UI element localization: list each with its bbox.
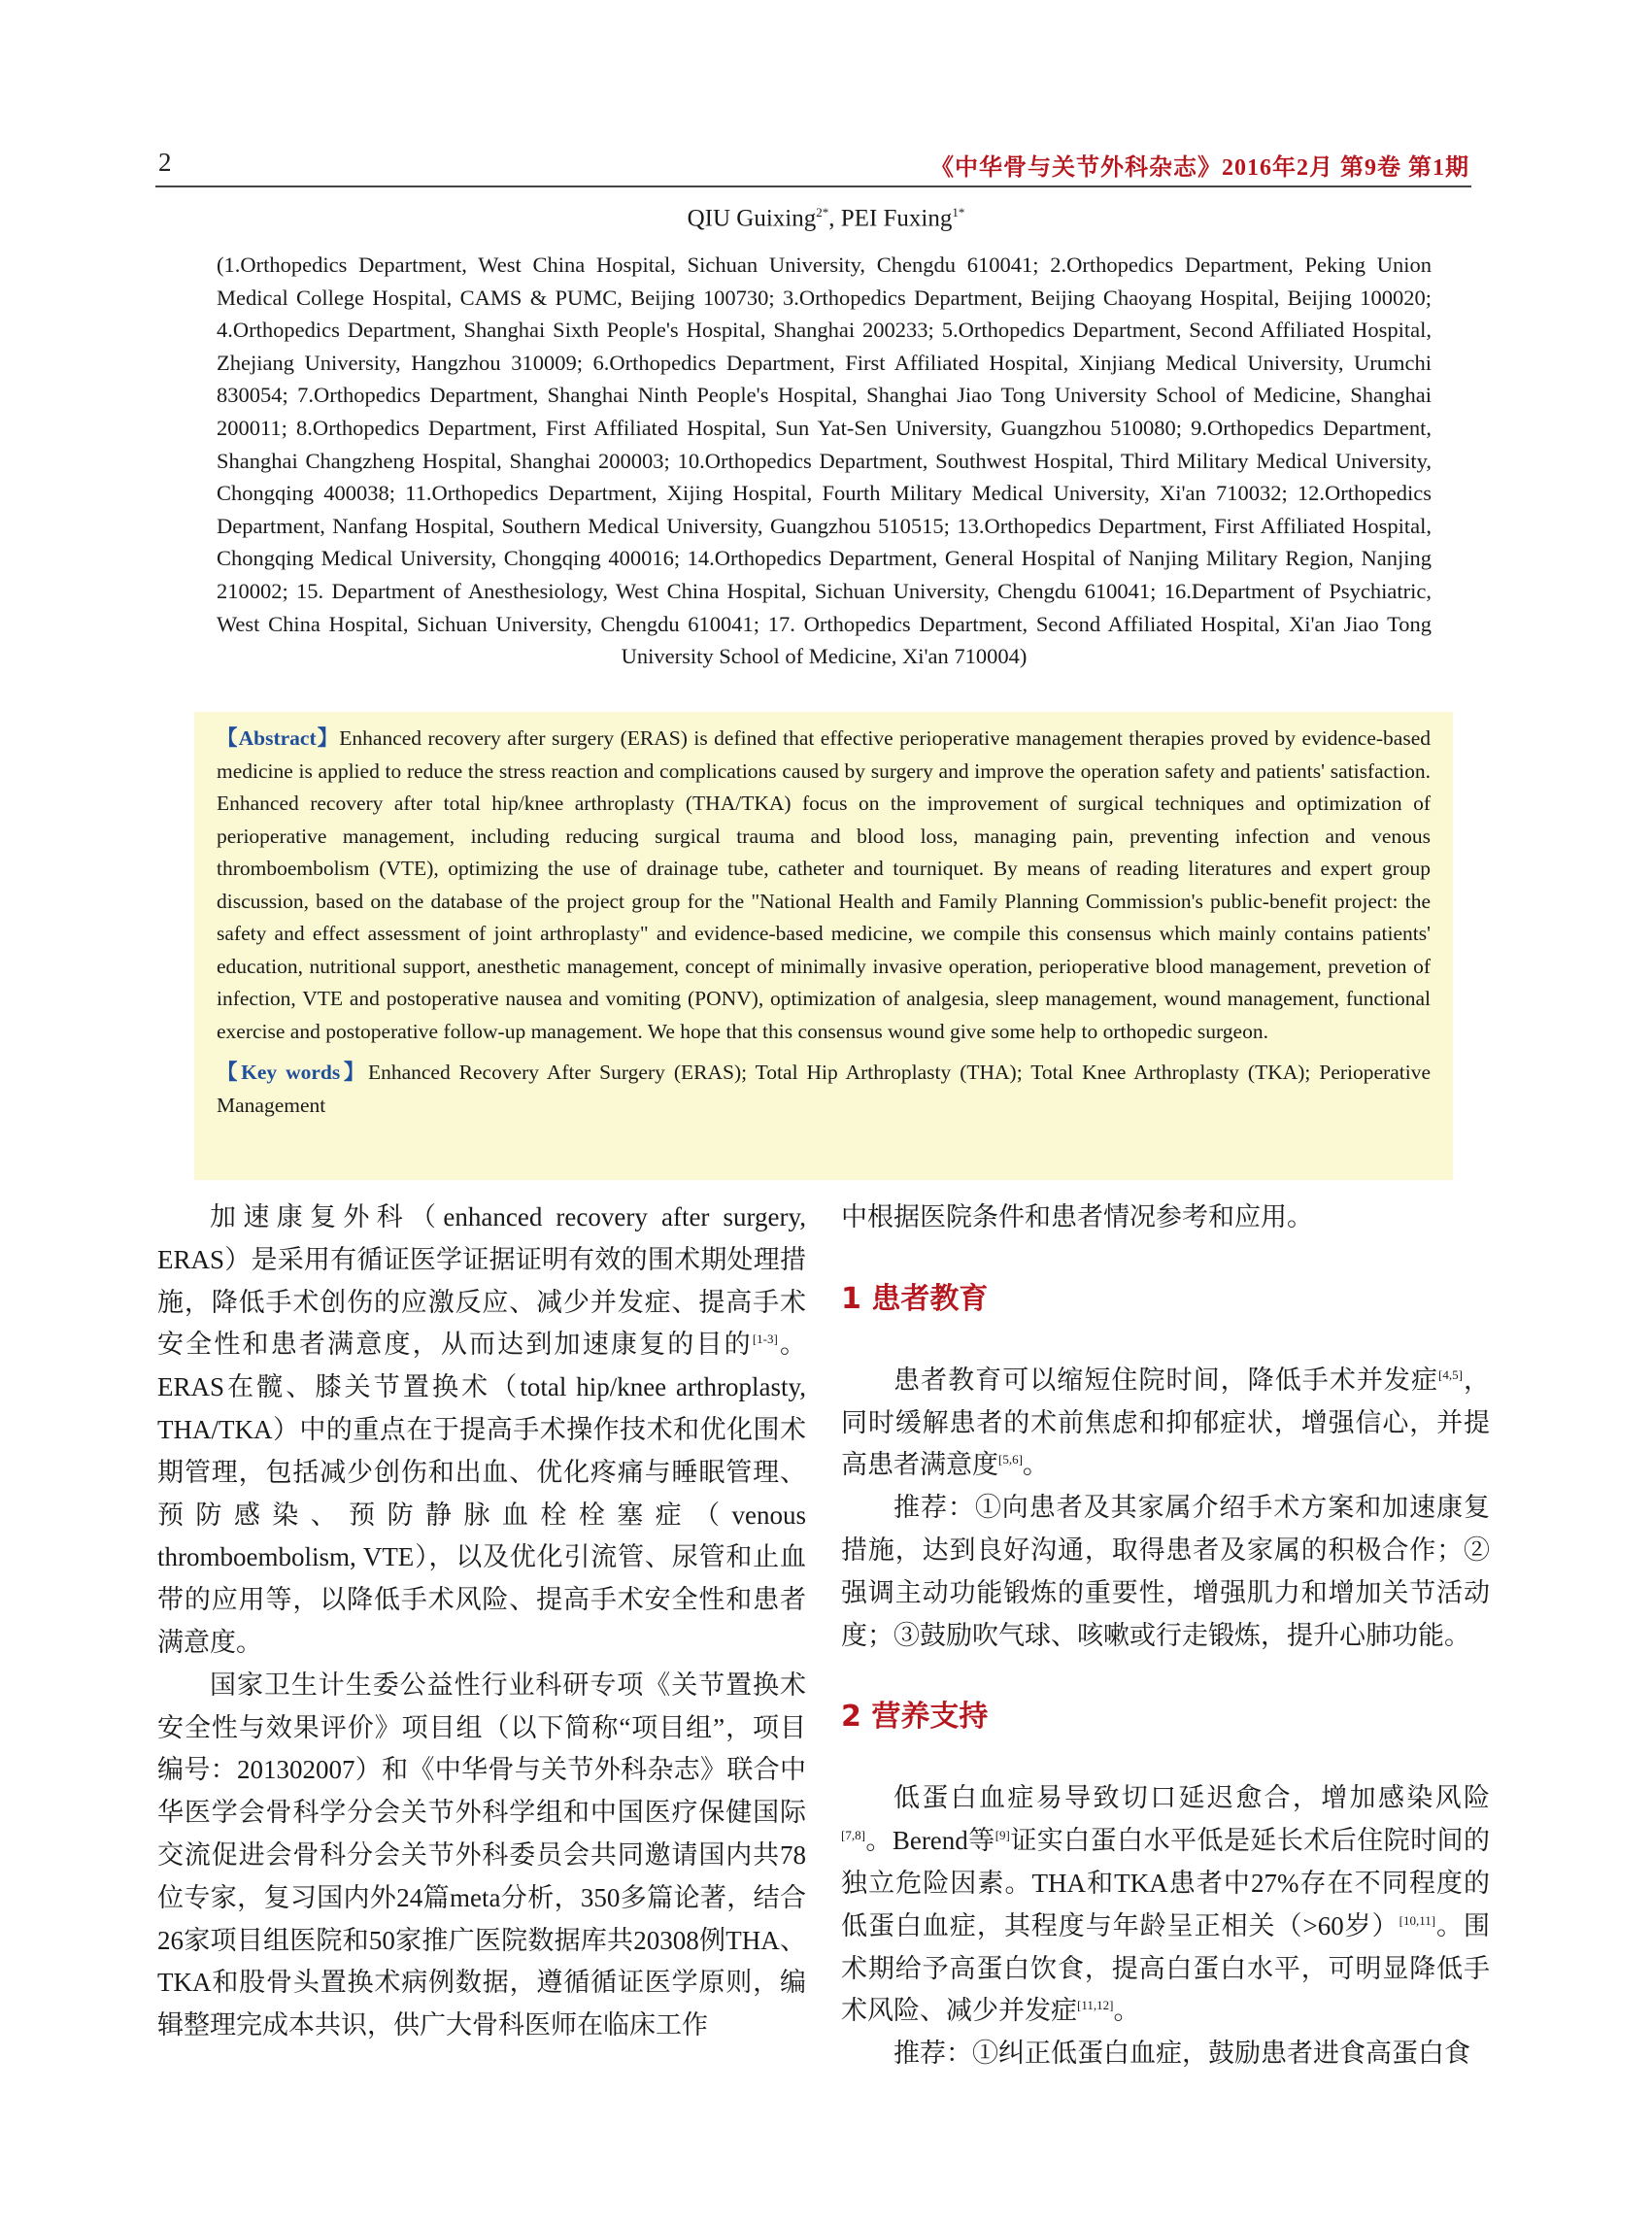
section-heading-nutrition-support: 2 营养支持 [841, 1700, 989, 1735]
body-text: 。 [1113, 1996, 1140, 2026]
section2-recommendation: 推荐：①纠正低蛋白血症，鼓励患者进食高蛋白食 [893, 2039, 1470, 2069]
continued-paragraph: 中根据医院条件和患者情况参考和应用。 [841, 1202, 1313, 1231]
affiliations: (1.Orthopedics Department, West China Hospital, Sichuan University, Chengdu 610041; 2.Orthopedics Department, Peking Union Medical College Hospital, CAMS & PUMC, Beijing 100730; 3.Orthopedics Department, Beijing Chaoyang Hospital, Beijing 100020; 4.Orthopedics Department, Shanghai Sixth People's Hospital, Shanghai 200233; 5.Orthopedics Department, Second Affiliated Hospital, Zhejiang University, Hangzhou 310009; 6.Orthopedics Department, First Affiliated Hospital, Xinjiang Medical University, Urumchi 830054; 7.Orthopedics Department, Shanghai Ninth People's Hospital, Shanghai Jiao Tong University School of Medicine, Shanghai 200011; 8.Orthopedics Department, First Affiliated Hospital, Sun Yat-Sen University, Guangzhou 510080; 9.Orthopedics Department, Shanghai Changzheng Hospital, Shanghai 200003; 10.Orthopedics Department, Southwest Hospital, Third Military Medical University, Chongqing 400038; 11.Orthopedics Department, Xijing Hospital, Fourth Military Medical University, Xi'an 710032; 12.Orthopedics Department, Nanfang Hospital, Southern Medical University, Guangzhou 510515; 13.Orthopedics Department, First Affiliated Hospital, Chongqing Medical University, Chongqing 400016; 14.Orthopedics Department, General Hospital of Nanjing Military Region, Nanjing 210002; 15. Department of Anesthesiology, West China Hospital, Sichuan University, Chengdu 610041; 16.Department of Psychiatric, West China Hospital, Sichuan University, Chengdu 610041; 17. Orthopedics Department, Second Affiliated Hospital, Xi'an Jiao Tong University School of Medicine, Xi'an 710004) [217, 253, 1432, 669]
keywords-label: 【Key words】 [217, 1061, 368, 1084]
right-column [841, 1197, 1490, 2075]
body-text: 。 [1022, 1450, 1049, 1480]
body-text: 证实白蛋白水平低是延长术后住院时间的独立危险因素。THA和TKA患者中27%存在不同程度的低蛋白血症，其程度与年龄呈正相关（>60岁） [841, 1826, 1491, 1940]
section1-recommendation: 推荐：①向患者及其家属介绍手术方案和加速康复措施，达到良好沟通，取得患者及家属的积极合作；②强调主动功能锻炼的重要性，增强肌力和增加关节活动度；③鼓励吹气球、咳嗽或行走锻炼，提升心肺功能。 [841, 1493, 1490, 1650]
body-text: 加速康复外科（enhanced recovery after surgery, ERAS）是采用有循证医学证据证明有效的围术期处理措施，降低手术创伤的应激反应、减少并发症、提高手术安全性和患者满意度，从而达到加速康复的目的 [157, 1202, 806, 1360]
citation: [1-3] [752, 1332, 778, 1347]
body-text: 患者教育可以缩短住院时间，降低手术并发症 [893, 1365, 1439, 1395]
author-line [0, 205, 1652, 232]
body-text: 低蛋白血症易导致切口延迟愈合，增加感染风险 [893, 1783, 1490, 1813]
author-name: , PEI Fuxing [828, 205, 953, 232]
abstract-text: Enhanced recovery after surgery (ERAS) is defined that effective perioperative management therapies proved by evidence-based medicine is applied to reduce the stress reaction and complications caused by surgery and improve the operation safety and patients' satisfaction. Enhanced recovery after total hip/knee arthroplasty (THA/TKA) focus on the improvement of surgical techniques and optimization of perioperative management, including reducing surgical trauma and blood loss, managing pain, preventing infection and venous thromboembolism (VTE), optimizing the use of drainage tube, catheter and tourniquet. By means of reading literatures and expert group discussion, based on the database of the project group for the "National Health and Family Planning Commission's public-benefit project: the safety and effect assessment of joint arthroplasty" and evidence-based medicine, we compile this consensus which mainly contains patients' education, nutritional support, anesthetic management, concept of minimally invasive operation, perioperative blood management, prevetion of infection, VTE and postoperative nausea and vomiting (PONV), optimization of analgesia, sleep management, wound management, functional exercise and postoperative follow-up management. We hope that this consensus wound give some help to orthopedic surgeon. [217, 726, 1431, 1043]
header-divider [155, 186, 1471, 187]
citation: [10,11] [1399, 1912, 1436, 1928]
citation: [9] [995, 1828, 1010, 1843]
keywords-paragraph [217, 1057, 1431, 1122]
body-text: 。Berend等 [864, 1826, 995, 1856]
author-name: QIU Guixing [687, 205, 817, 232]
body-text: 。ERAS在髋、膝关节置换术（total hip/knee arthroplasty, THA/TKA）中的重点在于提高手术操作技术和优化围术期管理，包括减少创伤和出血、优化疼痛与睡眠管理、预防感染、预防静脉血栓栓塞症（venous thromboembolism, VTE），以及优化引流管、尿管和止血带的应用等，以降低手术风险、提高手术安全性和患者满意度。 [157, 1330, 807, 1657]
author-affil-mark: 1* [952, 205, 965, 219]
intro-paragraph-1 [157, 1197, 806, 1665]
author-affil-mark: 2* [816, 205, 829, 219]
citation: [5,6] [998, 1452, 1023, 1467]
intro-paragraph-2: 国家卫生计生委公益性行业科研专项《关节置换术安全性与效果评价》项目组（以下简称“项目组”，项目编号：201302007）和《中华骨与关节外科杂志》联合中华医学会骨科学分会关节外科学组和中国医疗保健国际交流促进会骨科分会关节外科委员会共同邀请国内共78位专家，复习国内外24篇meta分析，350多篇论著，结合26家项目组医院和50家推广医院数据库共20308例THA、TKA和股骨头置换术病例数据，遵循循证医学原则，编辑整理完成本共识，供广大骨科医师在临床工作 [157, 1670, 806, 2040]
citation: [7,8] [841, 1828, 865, 1843]
section-heading-patient-education: 1 患者教育 [841, 1281, 989, 1316]
body-text: 。围术期给予高蛋白饮食，提高白蛋白水平，可明显降低手术风险、减少并发症 [841, 1910, 1491, 2026]
section1-paragraph-1 [841, 1360, 1490, 1487]
page-number: 2 [158, 148, 172, 177]
abstract-box [194, 712, 1453, 1180]
body-text: ，同时缓解患者的术前焦虑和抑郁症状，增强信心，并提高患者满意度 [841, 1365, 1491, 1480]
left-column [157, 1197, 806, 2047]
keywords-text: Enhanced Recovery After Surgery (ERAS); Total Hip Arthroplasty (THA); Total Knee Arthroplasty (TKA); Perioperative Management [217, 1061, 1431, 1117]
section2-paragraph-1 [841, 1777, 1490, 2033]
journal-running-header: 《中华骨与关节外科杂志》2016年2月 第9卷 第1期 [930, 155, 1469, 181]
abstract-label: 【Abstract】 [217, 726, 340, 750]
abstract-paragraph [217, 723, 1431, 1048]
citation: [11,12] [1077, 1998, 1114, 2013]
citation: [4,5] [1438, 1366, 1463, 1382]
